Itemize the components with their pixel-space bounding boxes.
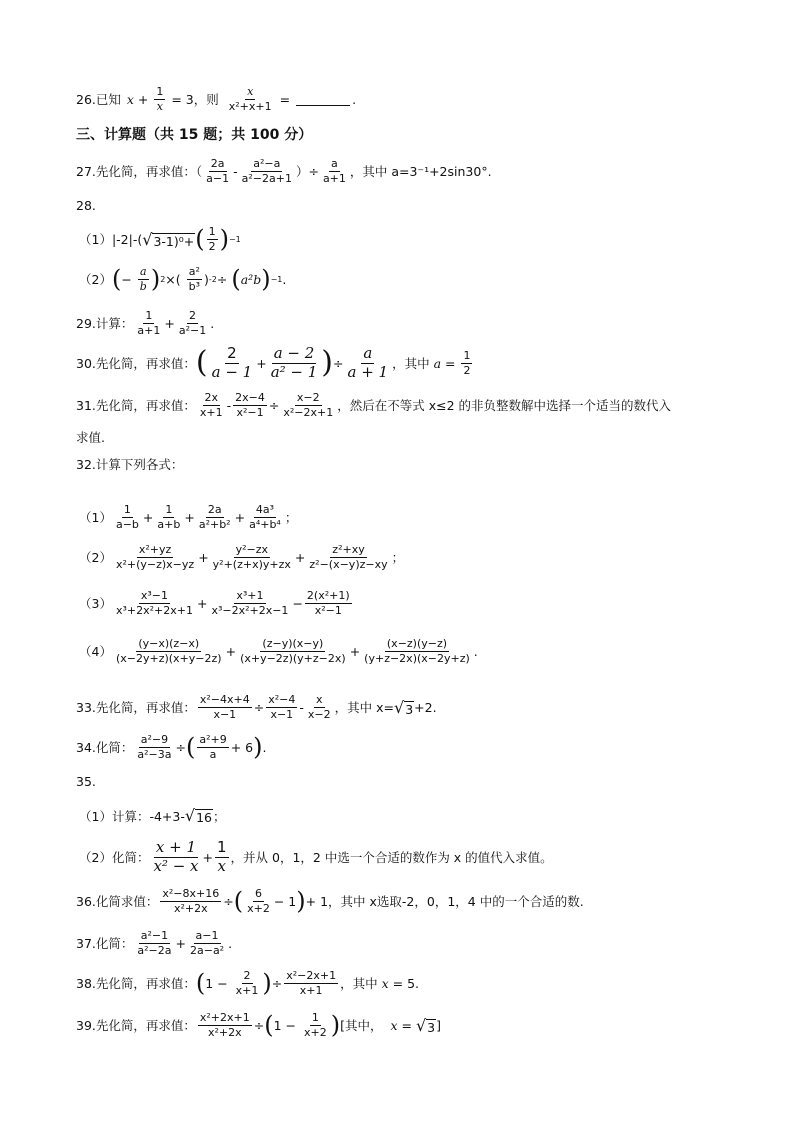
question-35-part1: （1）计算：-4+3- √ 16 ； [79,806,226,825]
q26-tail: ，则 [193,92,219,108]
question-32-part3: （3） $\frac{\text{x³−1}}{\text{x³+2x²+2x+1}}$ + $\frac{\text{x³+1}}{\text{x³−2x²+2x−1}}$ − $\frac{\text{2(x²+1)}}{\text{x²−1}}$ [79,589,350,617]
question-37: 37.化简： $\frac{\text{a²−1}}{\text{a²−2a}}$ + $\frac{a-1}{\text{2a−a²}}$ . [76,929,233,957]
question-32-part1: （1） $\frac{1}{a-b}$ + $\frac{1}{a+b}$ + $\frac{2a}{\text{a²+b²}}$ + $\frac{\text{4a³}}{\text{a⁴+b⁴}}$ ； [79,503,298,531]
question-32-part2: （2） $\frac{\text{x²+yz}}{\text{x²+(y−z)x−yz}}$ + $\frac{\text{y²−zx}}{\text{y²+(z+x)y+zx}}$ + $\frac{\text{z²+xy}}{\text{z²−(x−y)z−xy}}$ ； [79,543,405,571]
question-28-part1: （1）|-2|-( √ 3-1)⁰+ ( $\frac{1}{2}$ ) −1 [79,225,241,254]
question-35: 35. [76,774,96,789]
answer-blank[interactable] [296,93,350,106]
question-34: 34.化简： $\frac{\text{a²−9}}{\text{a²−3a}}$ ÷ ( $\frac{\text{a²+9}}{a}$ + 6 ) . [76,733,267,762]
question-38: 38.先化简，再求值： ( 1 − $\frac{2}{x+1}$ ) ÷ $\frac{\text{x²−2x+1}}{x+1}$ ，其中 x = 5. [76,969,420,998]
question-39: 39.先化简，再求值： $\frac{\text{x²+2x+1}}{\text{x²+2x}}$ ÷ ( 1 − $\frac{1}{x+2}$ ) [其中， x = √ 3 ] [76,1011,441,1040]
question-27: 27.先化简，再求值：（ $\frac{2a}{a-1}$ - $\frac{\text{a²−a}}{\text{a²−2a+1}}$ ）÷ $\frac{a}{a+1}$ ，其中 a=3⁻¹+2sin30°. [76,157,492,185]
question-30: 30.先化简，再求值： ( $\frac{2}{a - 1}$ + $\frac{a - 2}{\text{a² − 1}}$ ) ÷ $\frac{a}{a + 1}$ ，其中 a = $\frac{1}{2}$ [76,344,471,381]
question-31: 31.先化简，再求值： $\frac{2x}{x+1}$ - $\frac{2x-4}{\text{x²−1}}$ ÷ $\frac{x-2}{\text{x²−2x+1}}$ ，然后在不等式 x≤2 的非负整数解中选择一个适当的数代入 [76,391,672,419]
question-35-part2: （2）化简： $\frac{x + 1}{\text{x² − x}}$ + $\frac{1}{x}$ ，并从 0，1，2 中选一个合适的数作为 x 的值代入求值。 [79,838,553,875]
question-33: 33.先化简，再求值： $\frac{\text{x²−4x+4}}{x-1}$ ÷ $\frac{\text{x²−4}}{x-1}$ - $\frac{x}{x-2}$ ，其中 x= √ 3 +2. [76,693,437,721]
question-29: 29.计算： $\frac{1}{a+1}$ + $\frac{2}{\text{a²−1}}$ . [76,309,215,337]
question-32: 32.计算下列各式： [76,457,184,472]
question-28: 28. [76,198,96,213]
question-36: 36.化简求值： $\frac{\text{x²−8x+16}}{\text{x²+2x}}$ ÷ ( $\frac{6}{x+2}$ − 1 ) + 1 ，其中 x选取-2，0，1，4 中的一个合适的数. [76,887,584,916]
question-31-line2: 求值. [76,430,105,445]
q26-label: 26.已知 [76,92,121,108]
question-26: 26.已知 x + $\frac{1}{x}$ = 3 ，则 $\frac{x}{\text{x²+x+1}}$ = . [76,85,357,113]
question-28-part2: （2） ( − $\frac{a}{b}$ ) 2 ×( $\frac{\text{a²}}{\text{b³}}$ ) -2 ÷ ( a²b ) −1 . [79,265,287,294]
section-title: 三、计算题（共 15 题；共 100 分） [76,127,313,143]
question-32-part4: （4） $\frac{(y-x)(z-x)}{(x-2y+z)(x+y-2z)}$ + $\frac{(z-y)(x-y)}{(x+y-2z)(y+z-2x)}$ + $\frac{(x-z)(y-z)}{(y+z-2x)(x-2y+z)}$ . [79,637,478,665]
